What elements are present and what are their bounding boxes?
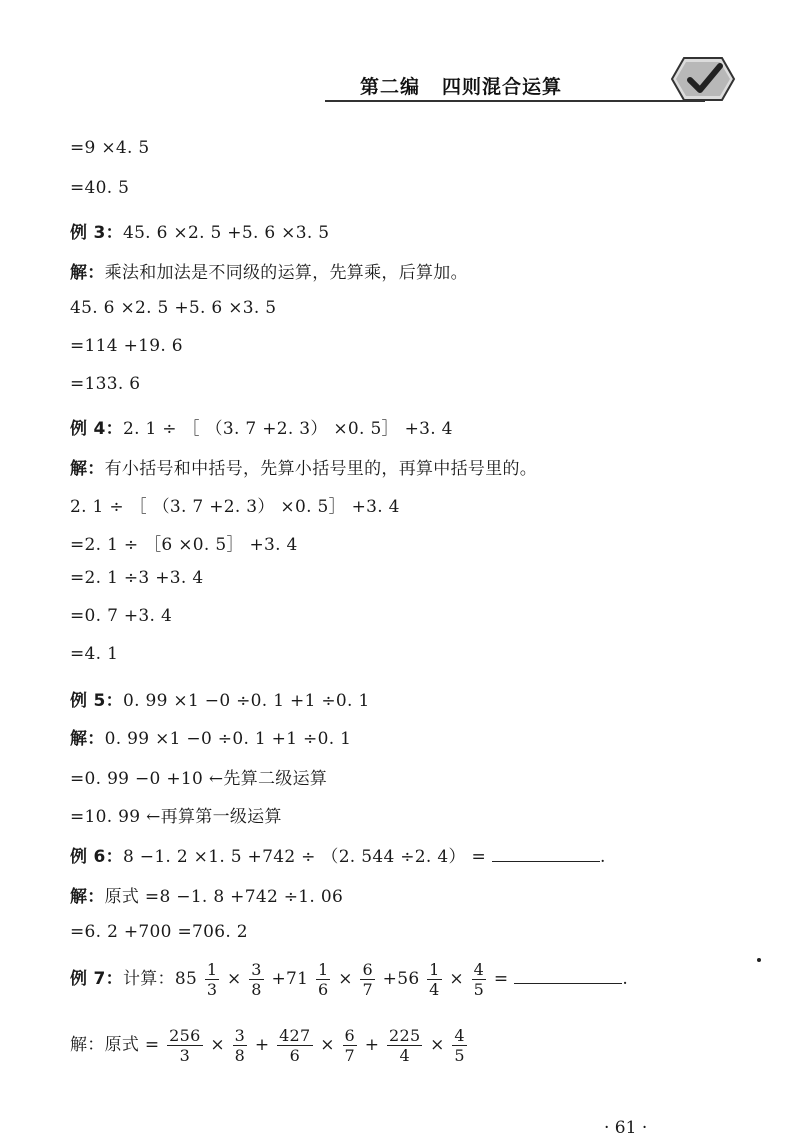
fraction: $\frac{6}{7}$ xyxy=(344,1026,355,1065)
answer-blank xyxy=(492,847,600,862)
solution-label: 解： xyxy=(70,887,105,907)
hexagon-checkmark-icon xyxy=(670,52,736,106)
fraction: $\frac{4}{5}$ xyxy=(473,960,485,999)
step-line: 2. 1 ÷ ［ （3. 7 +2. 3） ×0. 5］ +3. 4 xyxy=(70,497,400,517)
solution-label: 解：原式 = xyxy=(70,1035,160,1055)
example-7: 例 7：计算：85 $\frac{1}{3}$ × $\frac{3}{8}$ +71 $\frac{1}{6}$ × $\frac{6}{7}$ +56 $\frac{1}{4}$ × $\frac{4}{5}$ = . xyxy=(70,960,629,999)
solution-6 xyxy=(70,882,343,907)
example-label: 例 3： xyxy=(70,223,123,243)
step-line: =0. 7 +3. 4 xyxy=(70,606,173,626)
step-line: 45. 6 ×2. 5 +5. 6 ×3. 5 xyxy=(70,298,277,318)
example-expr: 0. 99 ×1 −0 ÷0. 1 +1 ÷0. 1 xyxy=(122,691,370,711)
solution-label: 解： xyxy=(70,729,105,749)
fraction: $\frac{1}{3}$ xyxy=(206,960,218,999)
solution-label: 解： xyxy=(70,459,105,479)
step-line: =0. 99 −0 +10 ←先算二级运算 xyxy=(70,769,328,789)
example-label: 例 4： xyxy=(70,419,123,439)
solution-7: 解：原式 = $\frac{256}{3}$ × $\frac{3}{8}$ + $\frac{427}{6}$ × $\frac{6}{7}$ + $\frac{225}{4}$ × $\frac{4}{5}$ xyxy=(70,1026,465,1065)
mixed-whole: 85 xyxy=(174,969,198,989)
example-6 xyxy=(70,842,606,867)
period: . xyxy=(600,847,606,867)
step-line: =2. 1 ÷ ［6 ×0. 5］ +3. 4 xyxy=(70,535,298,555)
solution-text: 乘法和加法是不同级的运算，先算乘，后算加。 xyxy=(104,263,468,283)
period: . xyxy=(622,969,629,989)
fraction: $\frac{1}{4}$ xyxy=(429,960,440,999)
section-title: 四则混合运算 xyxy=(442,76,563,98)
step-line: =6. 2 +700 =706. 2 xyxy=(70,922,248,942)
step-line: =40. 5 xyxy=(70,178,130,198)
solution-5 xyxy=(70,724,351,749)
step-line: =114 +19. 6 xyxy=(70,336,183,356)
solution-expr: 0. 99 ×1 −0 ÷0. 1 +1 ÷0. 1 xyxy=(104,729,352,749)
solution-4 xyxy=(70,454,537,479)
step-line: =10. 99 ←再算第一级运算 xyxy=(70,807,282,827)
example-4 xyxy=(70,414,453,439)
answer-blank xyxy=(514,969,622,984)
fraction: $\frac{427}{6}$ xyxy=(279,1026,311,1065)
page-number: · 61 · xyxy=(604,1118,648,1138)
fraction: $\frac{256}{3}$ xyxy=(169,1026,201,1065)
step-line: =2. 1 ÷3 +3. 4 xyxy=(70,568,204,588)
fraction: $\frac{6}{7}$ xyxy=(362,960,373,999)
solution-3 xyxy=(70,258,468,283)
fraction: $\frac{3}{8}$ xyxy=(251,960,262,999)
part-title: 第二编 xyxy=(360,76,421,98)
example-label: 例 7： xyxy=(70,969,123,989)
example-label: 例 5： xyxy=(70,691,123,711)
fraction: $\frac{1}{6}$ xyxy=(317,960,329,999)
example-5 xyxy=(70,686,370,711)
example-prefix: 计算： xyxy=(122,969,175,989)
running-header xyxy=(360,72,562,99)
step-line: =4. 1 xyxy=(70,644,119,664)
step-line: =9 ×4. 5 xyxy=(70,138,150,158)
solution-expr: 原式 =8 −1. 8 +742 ÷1. 06 xyxy=(104,887,344,907)
step-line: =133. 6 xyxy=(70,374,141,394)
fraction: $\frac{225}{4}$ xyxy=(388,1026,421,1065)
header-rule xyxy=(325,100,705,102)
example-expr: 45. 6 ×2. 5 +5. 6 ×3. 5 xyxy=(122,223,330,243)
fraction: $\frac{4}{5}$ xyxy=(454,1026,465,1065)
example-expr: 2. 1 ÷ ［ （3. 7 +2. 3） ×0. 5］ +3. 4 xyxy=(122,419,453,439)
example-expr: 8 −1. 2 ×1. 5 +742 ÷ （2. 544 ÷2. 4） = xyxy=(122,847,486,867)
solution-label: 解： xyxy=(70,263,105,283)
example-label: 例 6： xyxy=(70,847,123,867)
fraction: $\frac{3}{8}$ xyxy=(234,1026,246,1065)
ink-speck xyxy=(757,958,761,962)
solution-text: 有小括号和中括号，先算小括号里的，再算中括号里的。 xyxy=(104,459,538,479)
example-3 xyxy=(70,218,329,243)
